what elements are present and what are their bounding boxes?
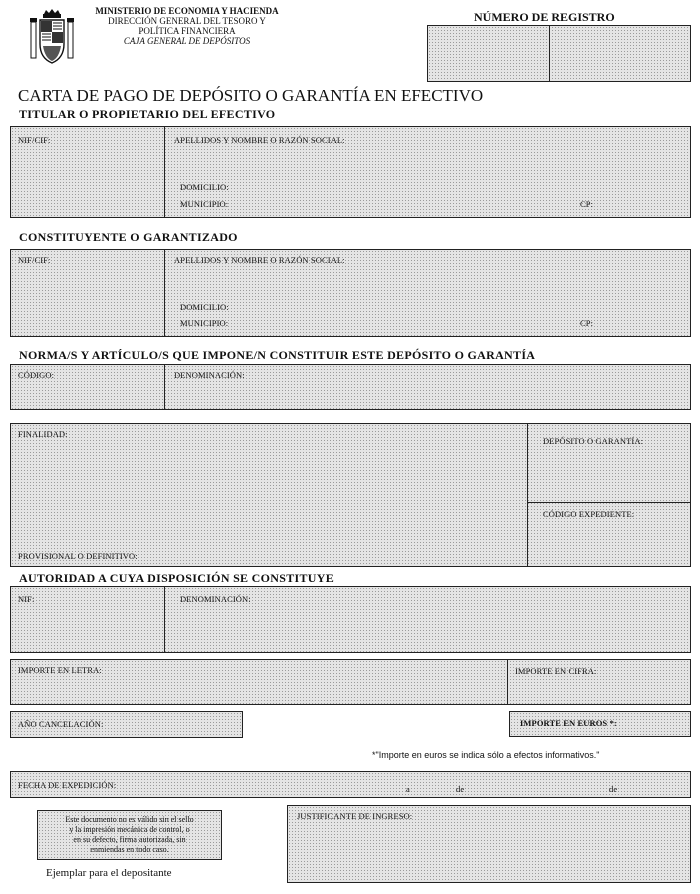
constituyente-nif-label: NIF/CIF: — [18, 255, 51, 265]
titular-divider — [164, 126, 165, 218]
notice-line-3: en su defecto, firma autorizada, sin — [73, 835, 186, 844]
registro-divider — [549, 25, 550, 82]
importe-letra-label: IMPORTE EN LETRA: — [18, 665, 102, 675]
deposito-garantia-label: DEPÓSITO O GARANTÍA: — [543, 436, 644, 446]
direction-name: DIRECCIÓN GENERAL DEL TESORO Y — [108, 16, 266, 26]
fecha-de-2: de — [609, 784, 618, 794]
titular-nif-label: NIF/CIF: — [18, 135, 51, 145]
autoridad-divider — [164, 586, 165, 653]
titular-municipio-label: MUNICIPIO: — [180, 199, 229, 209]
notice-line-2: y la impresión mecánica de control, o — [69, 825, 190, 834]
finalidad-label: FINALIDAD: — [18, 429, 68, 439]
registro-field[interactable] — [427, 25, 691, 82]
notice-line-1: Este documento no es válido sin el sello — [65, 815, 194, 824]
fecha-a: a — [406, 784, 410, 794]
titular-apellidos-label: APELLIDOS Y NOMBRE O RAZÓN SOCIAL: — [174, 135, 345, 145]
autoridad-heading: AUTORIDAD A CUYA DISPOSICIÓN SE CONSTITUYE — [19, 571, 335, 585]
constituyente-heading: CONSTITUYENTE O GARANTIZADO — [19, 230, 238, 244]
constituyente-apellidos-label: APELLIDOS Y NOMBRE O RAZÓN SOCIAL: — [174, 255, 345, 265]
notice-line-4: enmiendas en todo caso. — [90, 845, 169, 854]
autoridad-denominacion-label: DENOMINACIÓN: — [180, 594, 251, 604]
norma-denominacion-label: DENOMINACIÓN: — [174, 370, 245, 380]
finalidad-divider — [527, 423, 528, 567]
coat-of-arms-icon — [30, 8, 74, 66]
euros-note: *"Importe en euros se indica sólo a efectos informativos." — [372, 750, 600, 760]
ejemplar-label: Ejemplar para el depositante — [46, 867, 172, 879]
constituyente-municipio-label: MUNICIPIO: — [180, 318, 229, 328]
autoridad-box[interactable] — [10, 586, 691, 653]
constituyente-domicilio-label: DOMICILIO: — [180, 302, 229, 312]
importe-euros-label: IMPORTE EN EUROS *: — [520, 718, 617, 728]
provisional-label: PROVISIONAL O DEFINITIVO: — [18, 551, 138, 561]
titular-domicilio-label: DOMICILIO: — [180, 182, 229, 192]
norma-box[interactable] — [10, 364, 691, 410]
titular-heading: TITULAR O PROPIETARIO DEL EFECTIVO — [19, 107, 276, 121]
finalidad-hdivider — [527, 502, 691, 503]
form-title: CARTA DE PAGO DE DEPÓSITO O GARANTÍA EN EFECTIVO — [18, 86, 484, 105]
codigo-expediente-label: CÓDIGO EXPEDIENTE: — [543, 509, 635, 519]
registro-label: NÚMERO DE REGISTRO — [474, 10, 615, 24]
caja-name: CAJA GENERAL DE DEPÓSITOS — [123, 36, 251, 46]
norma-heading: NORMA/S Y ARTÍCULO/S QUE IMPONE/N CONSTITUIR ESTE DEPÓSITO O GARANTÍA — [19, 348, 536, 362]
importe-divider — [507, 659, 508, 705]
ministry-name: MINISTERIO DE ECONOMIA Y HACIENDA — [95, 6, 279, 16]
norma-codigo-label: CÓDIGO: — [18, 370, 55, 380]
constituyente-cp-label: CP: — [580, 318, 594, 328]
fecha-expedicion-label: FECHA DE EXPEDICIÓN: — [18, 780, 117, 790]
policy-name: POLÍTICA FINANCIERA — [138, 26, 236, 36]
norma-divider — [164, 364, 165, 410]
importe-cifra-label: IMPORTE EN CIFRA: — [515, 666, 597, 676]
autoridad-nif-label: NIF: — [18, 594, 35, 604]
justificante-label: JUSTIFICANTE DE INGRESO: — [297, 811, 413, 821]
constituyente-divider — [164, 249, 165, 337]
titular-cp-label: CP: — [580, 199, 594, 209]
ano-cancelacion-label: AÑO CANCELACIÓN: — [18, 719, 104, 729]
fecha-de-1: de — [456, 784, 465, 794]
